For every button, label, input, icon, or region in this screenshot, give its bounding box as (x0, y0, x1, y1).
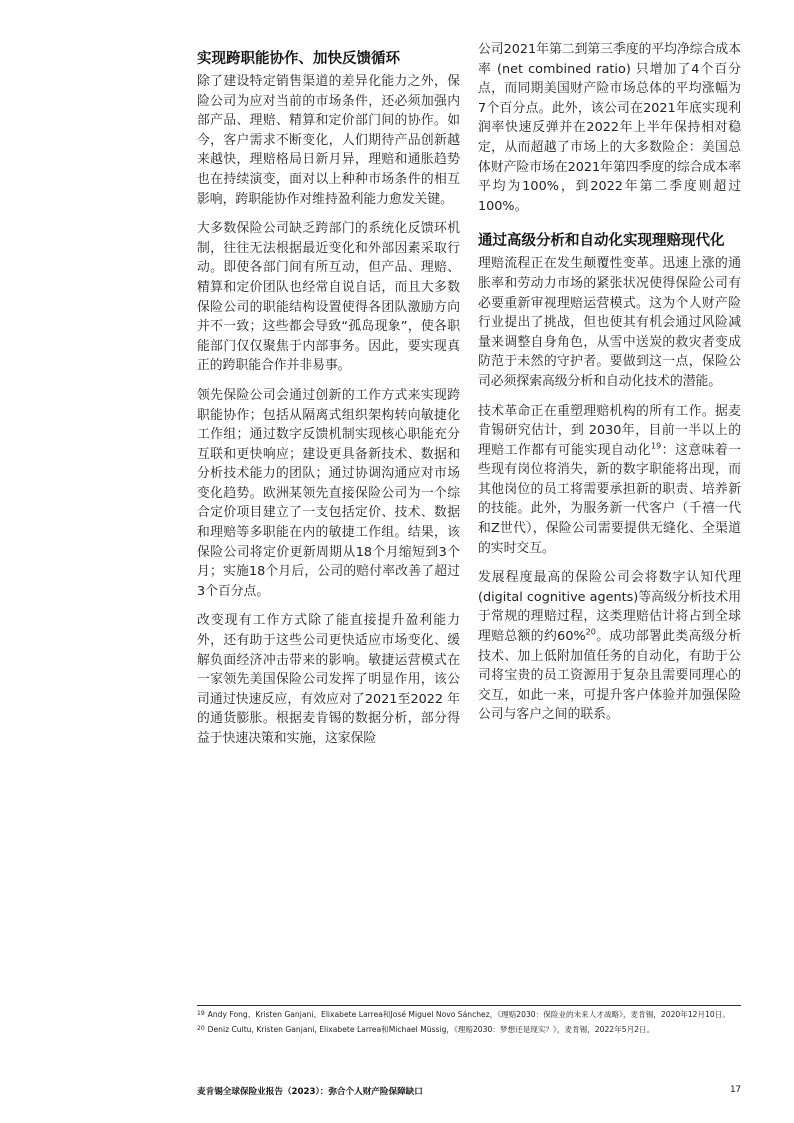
paragraph: 改变现有工作方式除了能直接提升盈利能力外，还有助于这些公司更快适应市场变化、缓解负面经济冲击带来的影响。敏捷运营模式在一家领先美国保险公司发挥了明显作用，该公司通过快速反应，有效应对了2021至2022 年的通货膨胀。根据麦肯锡的数据分析，部分得益于快速决策和实施，这家保险 (197, 613, 460, 746)
paragraph-text: ：这意味着一些现有岗位将消失，新的数字职能将出现，而其他岗位的员工将需要承担新的职责、培养新的技能。此外，为服务新一代客户（千禧一代和Z世代），保险公司需要提供无缝化、全渠道的实时交互。 (478, 442, 742, 556)
paragraph: 理赔流程正在发生颠覆性变革。迅速上涨的通胀率和劳动力市场的紧张状况使得保险公司有必要重新审视理赔运营模式。这为个人财产险行业提出了挑战，但也使其有机会通过风险减量来调整自身角色，从雪中送炭的救灾者变成防范于未然的守护者。要做到这一点，保险公司必须探索高级分析和自动化技术的潜能。 (478, 256, 741, 389)
footnote-number: 19 (197, 1010, 205, 1017)
paragraph: 大多数保险公司缺乏跨部门的系统化反馈环机制，往往无法根据最近变化和外部因素采取行动。即使各部门间有所互动，但产品、理赔、精算和定价团队也经常自说自话，而且大多数保险公司的职能结构设置使得各团队激励方向并不一致；这些都会导致“孤岛现象”，使各职能部门仅仅聚焦于内部事务。因此，要实现真正的跨职能合作并非易事。 (197, 221, 460, 374)
footnote-20 (197, 1023, 741, 1035)
paragraph-text: 技术革命正在重塑理赔机构的所有工作。据麦肯锡研究估计，到 2030年，目前一半以上的理赔工作都有可能实现自动化 (478, 403, 741, 458)
footnote-text: Deniz Cultu, Kristen Ganjani, Elixabete Larrea和Michael Müssig，《理赔2030：梦想还是现实？》，麦肯锡，2022年5月2日。 (207, 1025, 655, 1034)
section-heading-cross-functional: 实现跨职能协作、加快反馈循环 (197, 50, 400, 67)
paragraph: 除了建设特定销售渠道的差异化能力之外，保险公司为应对当前的市场条件，还必须加强内部产品、理赔、精算和定价部门间的协作。如今，客户需求不断变化，人们期待产品创新越来越快，理赔格局日新月异，理赔和通胀趋势也在持续演变，面对以上种种市场条件的相互影响，跨职能协作对维持盈利能力愈发关键。 (197, 74, 460, 207)
paragraph: 领先保险公司会通过创新的工作方式来实现跨职能协作；包括从隔离式组织架构转向敏捷化工作组；通过数字反馈机制实现核心职能充分互联和更快响应；建设更具备新技术、数据和分析技术能力的团队；通过协调沟通应对市场变化趋势。欧洲某领先直接保险公司为一个综合定价项目建立了一支包括定价、技术、数据和理赔等多职能在内的敏捷工作组。结果，该保险公司将定价更新周期从18个月缩短到3个月；实施18个月后，公司的赔付率改善了超过3个百分点。 (197, 387, 460, 599)
footnote-text: Andy Fong、Kristen Ganjani、Elixabete Larrea和José Miguel Novo Sánchez，《理赔2030：保险业的未来人才战略》，麦肯锡，2020年12月10日。 (207, 1010, 730, 1019)
paragraph (478, 402, 741, 559)
left-column (197, 40, 460, 759)
footnote-divider (197, 1005, 741, 1006)
page-footer (197, 1085, 741, 1097)
page-number: 17 (730, 1085, 741, 1095)
footnote-19 (197, 1008, 741, 1020)
report-title: 麦肯锡全球保险业报告（2023）：弥合个人财产险保障缺口 (197, 1087, 423, 1097)
paragraph: 公司2021年第二到第三季度的平均净综合成本率 (net combined ratio) 只增加了4个百分点，而同期美国财产险市场总体的平均涨幅为7个百分点。此外，该公司在2021年底实现利润率快速反弹并在2022年上半年保持相对稳定，从而超越了市场上的大多数险企：美国总体财产险市场在2021年第四季度的综合成本率平均为100%，到2022年第二季度则超过100%。 (478, 42, 741, 214)
section-heading-claims-modernization: 通过高级分析和自动化实现理赔现代化 (478, 232, 725, 250)
paragraph-text: 。成功部署此类高级分析技术、加上低附加值任务的自动化，有助于公司将宝贵的员工资源用于复杂且需要同理心的交互，如此一来，可提升客户体验并加强保险公司与客户之间的联系。 (478, 629, 742, 723)
footnote-ref-19[interactable]: 19 (650, 441, 662, 451)
footnote-ref-20[interactable]: 20 (585, 627, 596, 637)
right-column (478, 40, 741, 735)
paragraph-text: 发展程度最高的保险公司会将数字认知代理 (digital cognitive agents)等高级分析技术用于常规的理赔过程，这类理赔估计将占到全球理赔总额的约60% (478, 570, 741, 645)
paragraph (478, 568, 741, 725)
footnotes (197, 1008, 741, 1038)
footnote-number: 20 (197, 1025, 205, 1032)
